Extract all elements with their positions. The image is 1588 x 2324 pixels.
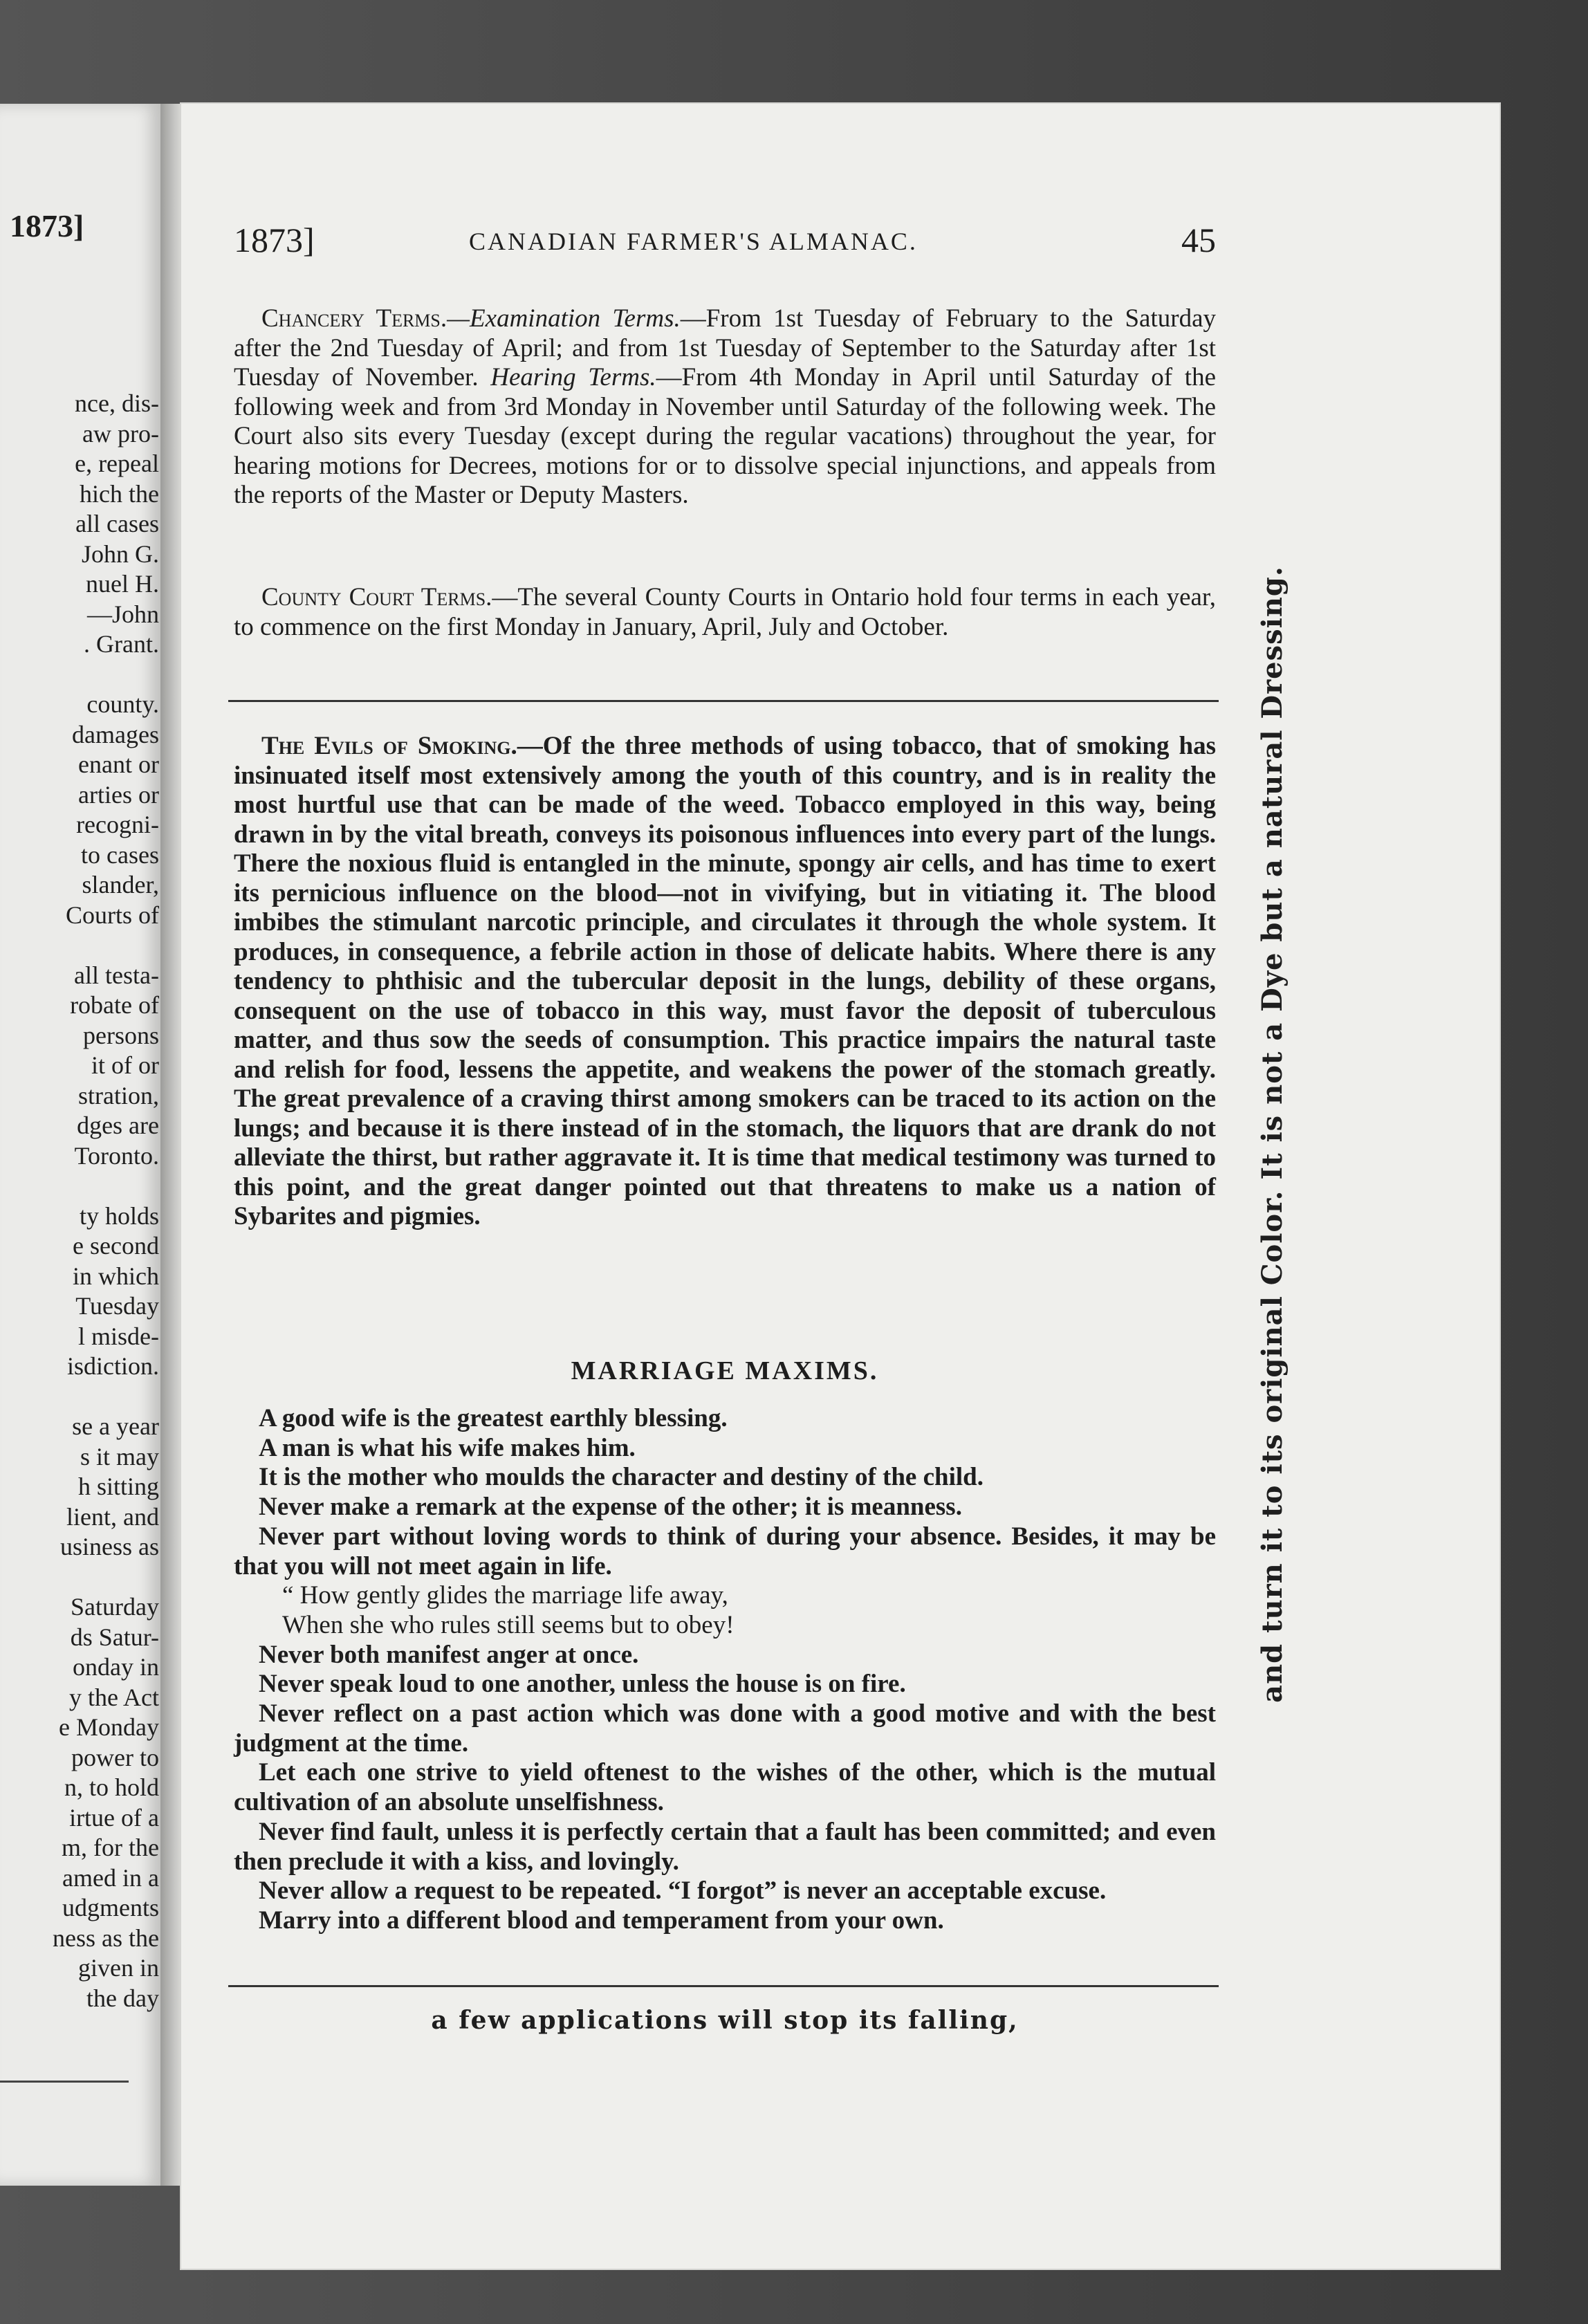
left-page-line: lient, and	[66, 1502, 159, 1531]
left-page-line: slander,	[82, 871, 159, 898]
left-page-line: Tuesday	[75, 1292, 159, 1320]
left-page-line: l misde-	[78, 1322, 159, 1350]
left-page-line: e Monday	[59, 1713, 159, 1741]
smoking-body: —Of the three methods of using tobacco, that of smoking has insinuated itself most extensively among the youth of this country, and is in reality the most hurtful use that can be made of the weed. Tobacco employed in this way, being drawn in by the vital breath, conveys its poisonous influences into every part of the lungs. There the noxious fluid is entangled in the minute, spongy air cells, and has time to exert its pernicious influence on the blood—not in vivifying, but in vitiating it. The blood imbibes the stimulant narcotic principle, and circulates it through the whole system. It produces, in consequence, a febrile action in those of delicate habits. Where there is any tendency to phthisic and the tubercular deposit in the lungs, debility of these organs, consequent on the use of tobacco in this way, must favor the deposit of tuberculous matter, and thus sow the seeds of consumption. This practice impairs the natural taste and relish for food, lessens the appetite, and weakens the power of the stomach greatly. The great prevalence of a craving thirst among smokers can be traced to its action on the lungs; and because it is there instead of in the stomach, the liquors that are drank do not alleviate the thirst, but rather aggravate it. It is time that medical testimony was turned to this point, and the great danger pointed out that threatens to make us a nation of Sybarites and pigmies.	[234, 732, 1216, 1230]
maxim-item: Never make a remark at the expense of the other; it is meanness.	[259, 1493, 962, 1522]
side-advertisement: and turn it to its original Color. It is not a Dye but a natural Dressing.	[1256, 566, 1289, 1703]
left-page-line: isdiction.	[67, 1352, 159, 1380]
maxim-verse-line: When she who rules still seems but to obey!	[282, 1610, 735, 1639]
left-page-year: 1873]	[10, 208, 84, 243]
left-page-line: to cases	[81, 840, 159, 869]
left-page-text-column	[3, 389, 159, 2013]
chancery-body-2: —From 4th Monday in April until Saturday of the following week and from 3rd Monday in November until Saturday of the following week. The Court also sits every Tuesday (except during the regular vacations) throughout the year, for hearing motions for Decrees, motions for or to dissolve special injunctions, and appeals from the reports of the Master or Deputy Masters.	[234, 363, 1217, 509]
left-page-line: —John	[86, 600, 159, 628]
left-page-line: ds Satur-	[70, 1623, 159, 1651]
maxim-verse-line: “ How gently glides the marriage life away,	[282, 1581, 728, 1610]
left-page-line: in which	[73, 1262, 159, 1290]
county-lead: County Court Terms.	[261, 583, 492, 611]
page-number: 45	[1181, 221, 1216, 259]
left-page-line: onday in	[73, 1653, 159, 1681]
marriage-maxims-list	[234, 1404, 1216, 1936]
left-page-line: power to	[71, 1743, 159, 1771]
left-page-line: Saturday	[71, 1593, 159, 1621]
left-page-line: udgments	[62, 1894, 159, 1921]
left-page-line: John G.	[81, 540, 159, 568]
bottom-divider	[228, 1985, 1219, 1987]
left-page-line: given in	[78, 1954, 159, 1982]
left-page-line	[3, 1171, 159, 1201]
header-year: 1873]	[234, 221, 315, 259]
chancery-lead: Chancery Terms.	[261, 304, 447, 333]
left-page-line: s it may	[80, 1442, 159, 1470]
header-title: CANADIAN FARMER'S ALMANAC.	[469, 228, 918, 255]
left-page-line: Courts of	[66, 901, 159, 929]
left-page-line: n, to hold	[64, 1773, 159, 1801]
county-court-paragraph	[234, 583, 1216, 642]
chancery-terms-paragraph	[234, 304, 1216, 510]
left-page-line: Toronto.	[74, 1141, 159, 1170]
marriage-maxims-title: MARRIAGE MAXIMS.	[571, 1356, 879, 1385]
maxim-item: Never part without loving words to think of during your absence. Besides, it may be that you will not meet again in life.	[234, 1522, 1216, 1580]
left-page-line: usiness as	[60, 1533, 159, 1560]
left-page-line: recogni-	[76, 811, 159, 838]
left-page-rule	[0, 2081, 129, 2083]
smoking-lead: The Evils of Smoking.	[261, 732, 517, 760]
chancery-body-1: —From 1st Tuesday of February to the Saturday after the 2nd Tuesday of April; and from 1st Tuesday of September to the Saturday after 1st Tuesday of November.	[234, 304, 1216, 391]
left-page-line: irtue of a	[69, 1803, 159, 1832]
left-page-line: robate of	[70, 991, 159, 1019]
section-divider	[228, 700, 1219, 702]
left-page-line: enant or	[78, 750, 159, 778]
left-page-line: persons	[83, 1021, 159, 1049]
left-page-line: . Grant.	[84, 630, 159, 658]
maxim-item: A man is what his wife makes him.	[259, 1433, 636, 1462]
left-page-line: aw pro-	[82, 419, 159, 448]
left-page-line: ness as the	[53, 1924, 159, 1952]
left-page-line: arties or	[78, 780, 159, 809]
maxim-item: Never find fault, unless it is perfectly certain that a fault has been committed; and even then preclude it with a kiss, and lovingly.	[234, 1817, 1216, 1876]
left-page-line: all cases	[75, 510, 159, 537]
maxim-item: A good wife is the greatest earthly blessing.	[259, 1404, 728, 1432]
left-page-line: dges are	[77, 1112, 159, 1139]
maxim-item: Never allow a request to be repeated. “I forgot” is never an acceptable excuse.	[259, 1876, 1107, 1906]
left-page-line	[3, 930, 159, 961]
maxim-item: It is the mother who moulds the character and destiny of the child.	[259, 1463, 984, 1492]
maxim-item: Let each one strive to yield oftenest to the wishes of the other, which is the mutual cultivation of an absolute unselfishness.	[234, 1758, 1216, 1817]
maxim-item: Never reflect on a past action which was done with a good motive and with the best judgment at the time.	[234, 1699, 1216, 1758]
maxim-item: Marry into a different blood and temperament from your own.	[259, 1906, 944, 1935]
maxim-item: Never speak loud to one another, unless the house is on fire.	[259, 1670, 906, 1699]
county-body: —The several County Courts in Ontario hold four terms in each year, to commence on the first Monday in January, April, July and October.	[234, 583, 1217, 641]
left-page-line: it of or	[91, 1051, 159, 1079]
footer-advertisement: a few applications will stop its falling,	[431, 2006, 1019, 2035]
left-page-line	[3, 1382, 159, 1412]
left-page-line: all testa-	[74, 961, 159, 989]
left-page-line: y the Act	[69, 1683, 159, 1711]
chancery-examination-label: —Examination Terms.	[447, 304, 681, 333]
left-page-line	[3, 660, 159, 690]
left-page-line: ty holds	[79, 1201, 159, 1230]
left-page-line: e, repeal	[75, 450, 159, 477]
left-page-line: nuel H.	[86, 570, 159, 598]
left-page-line: e second	[73, 1232, 159, 1260]
left-page-line: damages	[72, 720, 159, 748]
left-page-line: nce, dis-	[75, 389, 159, 417]
left-page-line: stration,	[78, 1081, 159, 1109]
left-page-line	[3, 1562, 159, 1593]
previous-page-strip	[0, 104, 163, 2186]
left-page-line: the day	[86, 1984, 159, 2012]
left-page-line: hich the	[80, 479, 159, 508]
evils-of-smoking-paragraph	[234, 732, 1216, 1232]
maxim-item: Never both manifest anger at once.	[259, 1640, 639, 1669]
left-page-line: m, for the	[62, 1834, 159, 1861]
page-header	[234, 220, 1216, 261]
left-page-line: h sitting	[77, 1473, 159, 1500]
left-page-line: se a year	[72, 1412, 159, 1440]
chancery-hearing-label: Hearing Terms.	[490, 363, 656, 391]
left-page-line: amed in a	[62, 1863, 159, 1892]
left-page-line: county.	[86, 690, 159, 718]
